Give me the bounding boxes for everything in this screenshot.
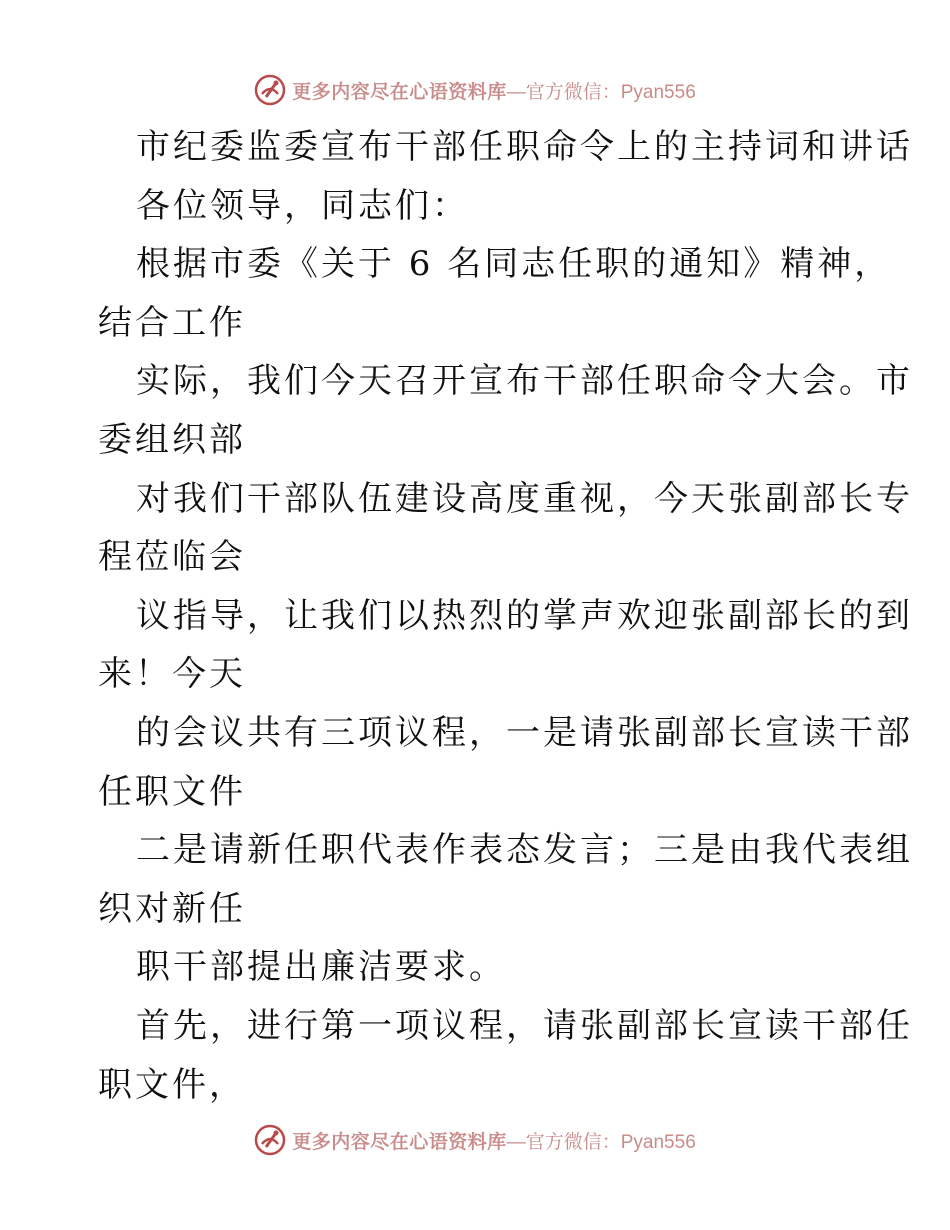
footer-banner [0,1120,950,1160]
paragraph-line: 根据市委《关于 6 名同志任职的通知》精神， [136,244,892,285]
document-body [98,118,913,1114]
paragraph-line: 任职文件 [98,771,246,812]
paragraph-line: 委组织部 [98,419,246,460]
paragraph-line: 首先，进行第一项议程，请张副部长宣读干部任 [136,1005,913,1046]
header-banner [0,70,950,110]
document-title: 市纪委监委宣布干部任职命令上的主持词和讲话 [136,127,913,167]
salutation: 各位领导，同志们： [136,185,469,226]
banner-title: 更多内容尽在心语资料库 [292,80,507,103]
banner-contact: —官方微信：Pyan556 [506,81,696,103]
paragraph-line: 议指导，让我们以热烈的掌声欢迎张副部长的到 [136,595,913,636]
paragraph-line: 织对新任 [98,888,246,929]
paragraph-line: 来！今天 [98,654,246,695]
paragraph-line: 对我们干部队伍建设高度重视，今天张副部长专 [136,478,913,519]
paragraph-line: 程莅临会 [98,537,246,578]
paragraph-line: 职干部提出廉洁要求。 [136,947,506,988]
paragraph-line: 结合工作 [98,302,246,343]
banner-title: 更多内容尽在心语资料库 [292,1130,507,1153]
paragraph-line: 实际，我们今天召开宣布干部任职命令大会。市 [136,361,913,402]
paragraph-line: 的会议共有三项议程，一是请张副部长宣读干部 [136,712,913,753]
paragraph-line: 二是请新任职代表作表态发言；三是由我代表组 [136,830,913,871]
book-pen-logo-icon [254,1124,286,1156]
paragraph-line: 职文件， [98,1064,246,1105]
banner-contact: —官方微信：Pyan556 [506,1131,696,1153]
book-pen-logo-icon [254,74,286,106]
